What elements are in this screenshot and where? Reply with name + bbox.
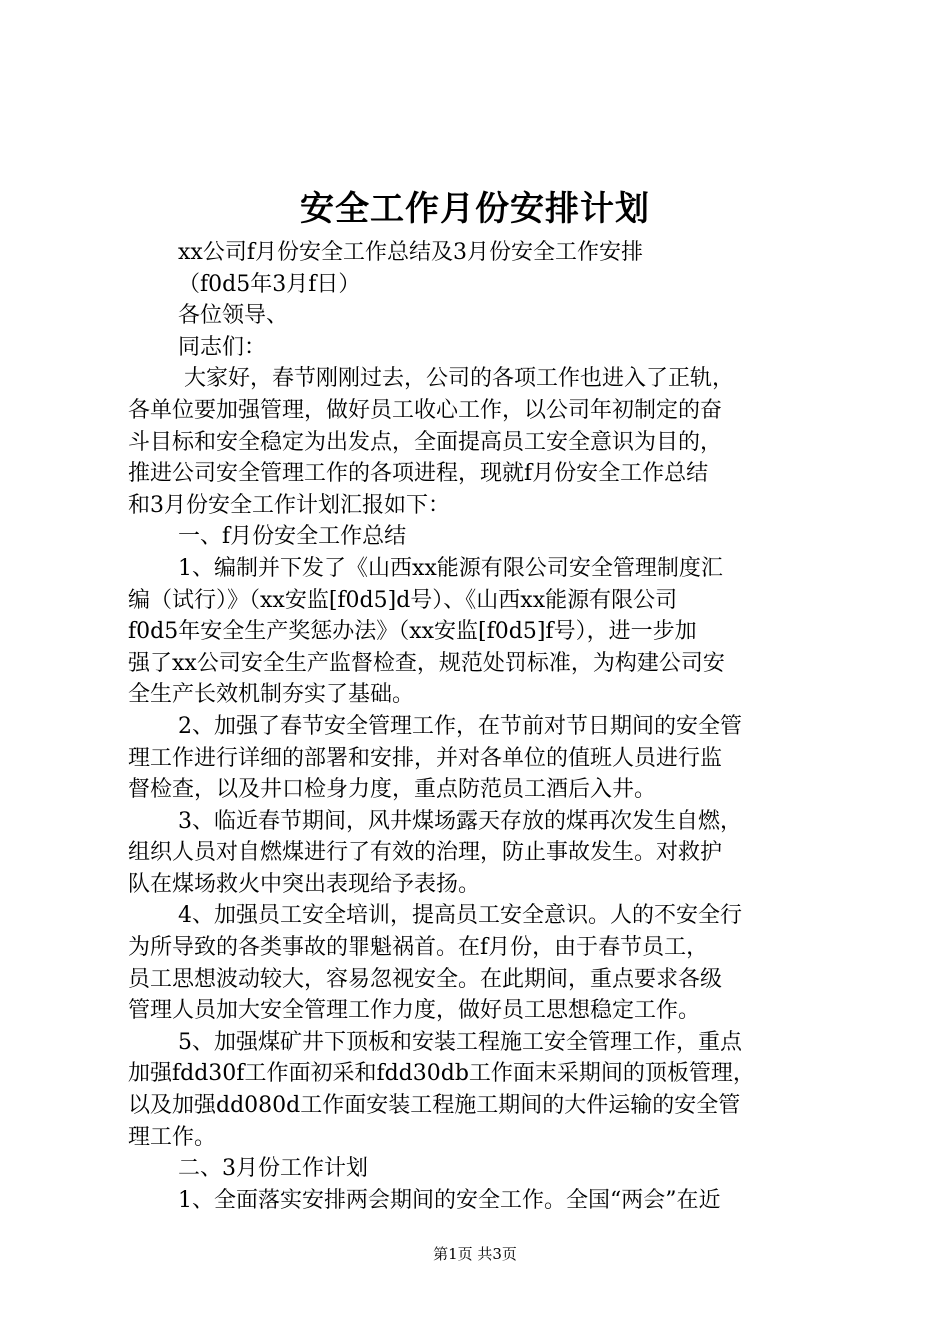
text-line: 1、全面落实安排两会期间的安全工作。全国“两会”在近 [178,1187,721,1213]
text-line: 编（试行）》（xx安监[f0d5]d号）、《山西xx能源有限公司 [128,587,678,613]
text-line: 加强fdd30f工作面初采和fdd30db工作面末采期间的顶板管理， [128,1061,755,1087]
text-line: 3、临近春节期间，风井煤场露天存放的煤再次发生自燃， [178,808,742,834]
text-line: 2、加强了春节安全管理工作，在节前对节日期间的安全管 [178,713,742,739]
text-line: 组织人员对自燃煤进行了有效的治理，防止事故发生。对救护 [128,840,723,866]
text-line: （f0d5年3月f日） [178,271,361,297]
text-line: 大家好，春节刚刚过去，公司的各项工作也进入了正轨， [184,366,735,392]
text-line: 督检查，以及井口检身力度，重点防范员工酒后入井。 [128,777,657,803]
text-line: 为所导致的各类事故的罪魁祸首。在f月份，由于春节员工， [128,935,709,961]
text-line: 队在煤场救火中突出表现给予表扬。 [128,871,481,897]
text-line: 管理人员加大安全管理工作力度，做好员工思想稳定工作。 [128,998,701,1024]
text-line: 员工思想波动较大，容易忽视安全。在此期间，重点要求各级 [128,966,723,992]
text-line: f0d5年安全生产奖惩办法》（xx安监[f0d5]f号），进一步加 [128,619,697,645]
text-line: xx公司f月份安全工作总结及3月份安全工作安排 [178,240,643,265]
text-line: 理工作进行详细的部署和安排，并对各单位的值班人员进行监 [128,745,723,771]
text-line: 4、加强员工安全培训，提高员工安全意识。人的不安全行 [178,903,742,929]
text-line: 全生产长效机制夯实了基础。 [128,682,415,708]
text-line: 各单位要加强管理，做好员工收心工作，以公司年初制定的奋 [128,397,723,423]
text-line: 和3月份安全工作计划汇报如下： [128,492,450,518]
text-line: 二、3月份工作计划 [178,1156,368,1182]
page-footer: 第1页 共3页 [433,1245,517,1263]
text-line: 以及加强dd080d工作面安装工程施工期间的大件运输的安全管 [128,1093,741,1119]
text-line: 1、编制并下发了《山西xx能源有限公司安全管理制度汇 [178,555,723,581]
text-line: 5、加强煤矿井下顶板和安装工程施工安全管理工作，重点 [178,1029,742,1055]
text-line: 同志们： [178,334,267,360]
text-line: 推进公司安全管理工作的各项进程，现就f月份安全工作总结 [128,461,709,487]
document-title: 安全工作月份安排计划 [300,189,650,229]
text-line: 强了xx公司安全生产监督检查，规范处罚标准，为构建公司安 [128,650,725,676]
text-line: 各位领导、 [178,303,289,329]
text-line: 理工作。 [128,1124,217,1150]
text-line: 一、f月份安全工作总结 [178,524,407,550]
document-body [128,237,828,1216]
text-line: 斗目标和安全稳定为出发点，全面提高员工安全意识为目的， [128,429,723,455]
